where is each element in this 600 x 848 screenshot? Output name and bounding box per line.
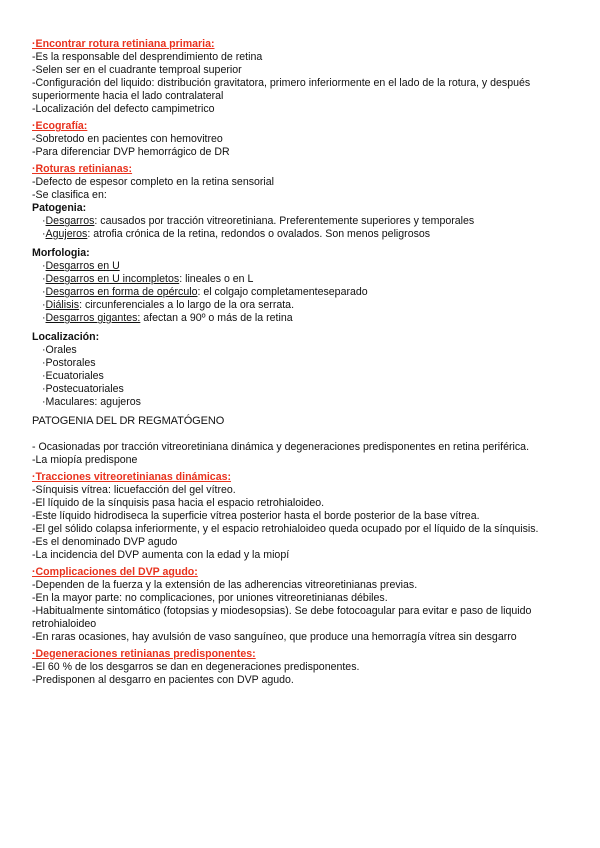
text-line: -En la mayor parte: no complicaciones, por uniones vitreoretinianas débiles. [32, 592, 388, 604]
patogenia-item [32, 228, 588, 241]
term: Desgarros gigantes: [45, 312, 141, 324]
morfologia-item [32, 312, 588, 325]
morfologia-item [32, 286, 588, 299]
text-line: -Localización del defecto campimetrico [32, 103, 215, 115]
text-line: -Predisponen al desgarro en pacientes con DVP agudo. [32, 674, 294, 686]
description: afectan a 90º o más de la retina [140, 312, 293, 324]
text-line: -El líquido de la sínquisis pasa hacia el espacio retrohialoideo. [32, 497, 325, 509]
bullet: · [42, 260, 46, 272]
heading-tracciones: ·Tracciones vitreoretinianas dinámicas: [32, 471, 232, 483]
text-line: -El gel sólido colapsa inferiormente, y el espacio retrohialoideo queda ocupado por el líquido de la sínquisis. [32, 523, 539, 535]
text-line: -Sobretodo en pacientes con hemovitreo [32, 133, 223, 145]
description: : lineales o en L [179, 273, 254, 285]
text-line: -Para diferenciar DVP hemorrágico de DR [32, 146, 230, 158]
heading-rotura-primaria: ·Encontrar rotura retiniana primaria: [32, 38, 215, 50]
localizacion-item: ·Ecuatoriales [42, 370, 104, 382]
morfologia-item [32, 260, 588, 273]
bullet: · [42, 215, 46, 227]
term: Desgarros en U incompletos [45, 273, 180, 285]
text-line: -Se clasifica en: [32, 189, 107, 201]
bullet: · [42, 299, 46, 311]
patogenia-item [32, 215, 588, 228]
heading-ecografia: ·Ecografía: [32, 120, 88, 132]
text-line: -Dependen de la fuerza y la extensión de las adherencias vitreoretinianas previas. [32, 579, 418, 591]
localizacion-item: ·Maculares: agujeros [42, 396, 141, 408]
morfologia-label: Morfologia: [32, 247, 90, 259]
description: : atrofia crónica de la retina, redondos o ovalados. Son menos peligrosos [87, 228, 431, 240]
bullet: · [42, 228, 46, 240]
text-line: -Configuración del liquido: distribución gravitatora, primero inferiormente en el lado de la rotura, y después superiormente hacia el lado contralateral [32, 77, 531, 102]
localizacion-item: ·Orales [42, 344, 77, 356]
text-line: -Selen ser en el cuadrante temproal superior [32, 64, 242, 76]
description: : el colgajo completamenteseparado [197, 286, 368, 298]
heading-roturas-retinianas: ·Roturas retinianas: [32, 163, 133, 175]
term: Diálisis [45, 299, 80, 311]
text-line: -El 60 % de los desgarros se dan en degeneraciones predisponentes. [32, 661, 360, 673]
section-title-patogenia-dr: PATOGENIA DEL DR REGMATÓGENO [32, 415, 225, 427]
text-line: -Sínquisis vítrea: licuefacción del gel vítreo. [32, 484, 236, 496]
patogenia-label: Patogenia: [32, 202, 87, 214]
localizacion-item: ·Postorales [42, 357, 96, 369]
localizacion-label: Localización: [32, 331, 100, 343]
text-line: -Este líquido hidrodiseca la superficie vítrea posterior hasta el borde posterior de la base vítrea. [32, 510, 480, 522]
document-page [32, 38, 588, 687]
text-line: -Es la responsable del desprendimiento de retina [32, 51, 263, 63]
text-line: - Ocasionadas por tracción vitreoretiniana dinámica y degeneraciones predisponentes en retina periférica. [32, 441, 530, 453]
bullet: · [42, 312, 46, 324]
term: Agujeros [45, 228, 88, 240]
morfologia-item [32, 299, 588, 312]
text-line: -Defecto de espesor completo en la retina sensorial [32, 176, 275, 188]
description: : causados por tracción vitreoretiniana. Preferentemente superiores y temporales [94, 215, 475, 227]
term: Desgarros en U [45, 260, 120, 272]
heading-degeneraciones: ·Degeneraciones retinianas predisponentes: [32, 648, 256, 660]
text-line: -Es el denominado DVP agudo [32, 536, 178, 548]
localizacion-item: ·Postecuatoriales [42, 383, 124, 395]
term: Desgarros [45, 215, 95, 227]
text-line: -Habitualmente sintomático (fotopsias y miodesopsias). Se debe fotocoagular para evitar e paso de liquido retrohialoideo [32, 605, 532, 630]
bullet: · [42, 286, 46, 298]
text-line: -La miopía predispone [32, 454, 138, 466]
text-line: -En raras ocasiones, hay avulsión de vaso sanguíneo, que produce una hemorragía vítrea sin desgarro [32, 631, 517, 643]
term: Desgarros en forma de opérculo [45, 286, 198, 298]
bullet: · [42, 273, 46, 285]
description: : circunferenciales a lo largo de la ora serrata. [79, 299, 295, 311]
heading-complicaciones: ·Complicaciones del DVP agudo: [32, 566, 198, 578]
morfologia-item [32, 273, 588, 286]
text-line: -La incidencia del DVP aumenta con la edad y la miopí [32, 549, 290, 561]
